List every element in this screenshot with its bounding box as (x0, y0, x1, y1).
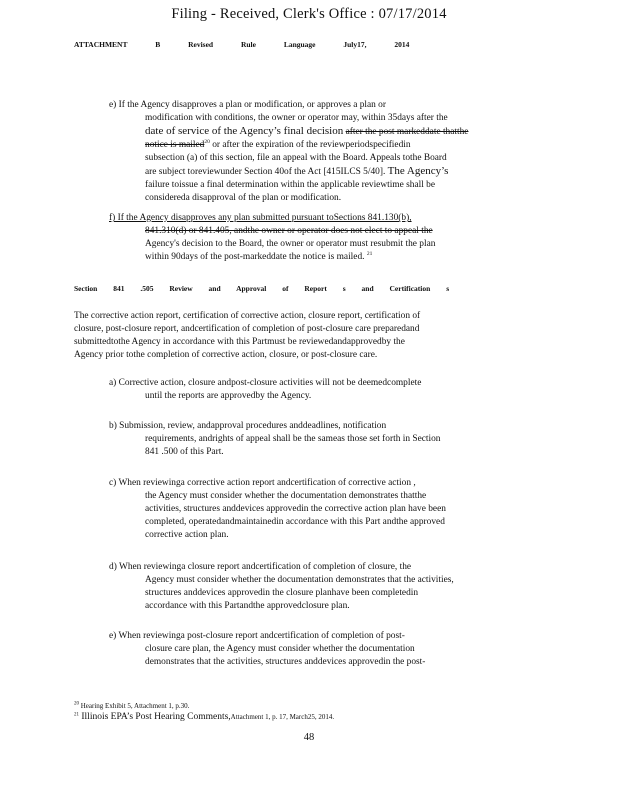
paragraph-e-appeal (109, 99, 539, 205)
text-line: requirements, andrights of appeal shall be the sameas those set forth in Section (145, 434, 441, 444)
footnote-21 (74, 713, 334, 722)
struck-text: f) If the Agency disapproves any plan submitted pursuant toSections 841.130(b), (109, 213, 412, 223)
text-line: corrective action plan. (145, 530, 229, 540)
text-line: submittedtothe Agency in accordance with this Partmust be reviewedandapprovedby the (74, 337, 405, 347)
footnote-number: 20 (74, 701, 79, 707)
section-heading: Section 841 .505 Review and Approval of Report s and Certification s (74, 284, 450, 293)
footnote-20 (74, 702, 189, 711)
footnote-ref: 21 (366, 250, 373, 257)
footnote-number: 21 (74, 712, 79, 718)
footnote-title: Illinois EPA’s Post Hearing Comments, (79, 712, 231, 722)
text-line: activities, structures anddevices approvedin the corrective action plan have been (145, 504, 446, 514)
item-c (109, 477, 539, 542)
text-line: e) When reviewinga post-closure report andcertification of completion of post- (109, 631, 405, 641)
text-line: failure toissue a final determination within the applicable reviewtime shall be (145, 180, 436, 190)
text-span: are subject toreviewunder Section 40of the Act [415ILCS 5/40]. (145, 167, 386, 177)
inserted-text: date of service of the Agency’s final decision (145, 125, 344, 137)
text-line: d) When reviewinga closure report andcertification of completion of closure, the (109, 562, 412, 572)
text-line (109, 251, 539, 264)
text-span: within 90days of the post-markeddate the notice is mailed. (145, 252, 365, 262)
text-span: or after the expiration of the reviewperiodspecifiedin (209, 140, 411, 150)
text-line: Agency's decision to the Board, the owner or operator must resubmit the plan (145, 239, 436, 249)
text-line (109, 139, 539, 152)
item-e (109, 630, 539, 669)
text-line: Agency must consider whether the documentation demonstrates that the activities, (145, 575, 454, 585)
struck-text: notice is mailed (145, 140, 205, 150)
text-line: b) Submission, review, andapproval procedures anddeadlines, notification (109, 421, 387, 431)
text-line (109, 125, 539, 139)
footnote-ref: 20 (204, 138, 210, 145)
struck-text: 841.310(d) or 841.405, andthe owner or operator does not elect to appeal the (145, 226, 433, 236)
filing-stamp: Filing - Received, Clerk's Office : 07/17/2014 (171, 6, 447, 22)
paragraph-f-resubmit (109, 212, 539, 264)
item-b (109, 420, 539, 459)
text-line: accordance with this Partandthe approvedclosure plan. (145, 601, 350, 611)
text-line: until the reports are approvedby the Agency. (145, 391, 312, 401)
item-a (109, 377, 539, 403)
inserted-text: The Agency’s (387, 165, 449, 177)
page-number: 48 (303, 732, 315, 743)
text-line (109, 165, 539, 179)
text-line: Agency prior tothe completion of corrective action, closure, or post-closure care. (74, 350, 378, 360)
footnote-text: Hearing Exhibit 5, Attachment 1, p.30. (79, 702, 190, 710)
text-line (109, 212, 539, 225)
section-intro-paragraph (74, 310, 544, 362)
text-line: subsection (a) of this section, file an appeal with the Board. Appeals tothe Board (145, 153, 447, 163)
attachment-line: ATTACHMENT B Revised Rule Language July17, 2014 (74, 40, 410, 49)
text-line: the Agency must consider whether the documentation demonstrates thatthe (145, 491, 427, 501)
text-line: modification with conditions, the owner or operator may, within 35days after the (145, 113, 448, 123)
text-line: closure, post-closure report, andcertification of completion of post-closure care preparedand (74, 324, 420, 334)
text-line: a) Corrective action, closure andpost-closure activities will not be deemedcomplete (109, 378, 422, 388)
text-line: c) When reviewinga corrective action report andcertification of corrective action , (109, 478, 416, 488)
footnote-text: Attachment 1, p. 17, March25, 2014. (230, 713, 335, 721)
text-line: demonstrates that the activities, structures anddevices approvedin the post- (145, 657, 426, 667)
text-line: The corrective action report, certification of corrective action, closure report, certification of (74, 311, 421, 321)
text-line: closure care plan, the Agency must consider whether the documentation (145, 644, 415, 654)
text-line: e) If the Agency disapproves a plan or modification, or approves a plan or (109, 100, 386, 110)
item-d (109, 561, 539, 613)
struck-text: after the post markeddate thatthe (345, 127, 469, 137)
text-line: structures anddevices approvedin the closure planhave been completedin (145, 588, 419, 598)
text-line: 841 .500 of this Part. (145, 447, 224, 457)
text-line: considereda disapproval of the plan or modification. (145, 193, 342, 203)
text-line (109, 225, 539, 238)
text-line: completed, operatedandmaintainedin accordance with this Part andthe approved (145, 517, 445, 527)
